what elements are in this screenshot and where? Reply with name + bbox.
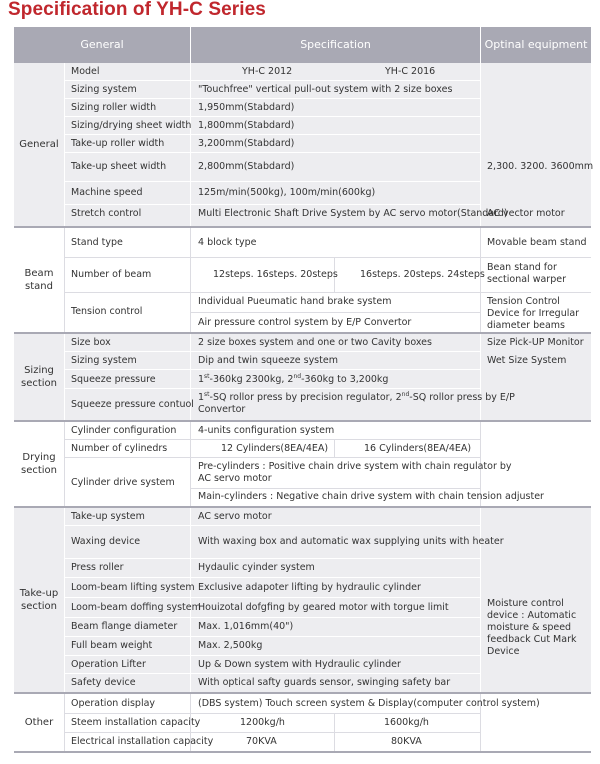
divider <box>190 63 191 226</box>
label-machine-speed: Machine speed <box>71 187 143 198</box>
divider <box>480 63 481 226</box>
divider <box>64 351 480 352</box>
label-operation-lifter: Operation Lifter <box>71 659 146 670</box>
group-label-other: Other <box>24 717 54 728</box>
divider <box>64 558 480 559</box>
label-number-of-beam: Number of beam <box>71 269 152 280</box>
spec-table <box>14 27 594 753</box>
divider <box>191 312 480 313</box>
divider <box>64 369 480 370</box>
value-full-beam-weight: Max. 2,500kg <box>198 640 263 651</box>
value-cylinder-drive-2: Main-cylinders : Negative chain drive system with chain tension adjuster <box>198 491 544 502</box>
page-title: Specification of YH-C Series <box>8 0 266 20</box>
divider <box>64 508 65 692</box>
divider <box>64 134 480 135</box>
label-beam-flange-diameter: Beam flange diameter <box>71 621 178 632</box>
value-steam-capacity-b: 1600kg/h <box>384 717 429 728</box>
table-header <box>14 27 591 63</box>
value-safety-device: With optical safty guards sensor, swinging safety bar <box>198 677 451 688</box>
optional-stretch-control: AC vector motor <box>487 208 565 219</box>
group-label-takeup: Take-up section <box>19 588 59 612</box>
value-tension-control-2: Air pressure control system by E/P Convertor <box>198 317 412 328</box>
divider <box>334 439 335 457</box>
label-stand-type: Stand type <box>71 237 123 248</box>
header-specification: Specification <box>300 38 371 51</box>
divider <box>64 116 480 117</box>
label-model: Model <box>71 66 100 77</box>
value-number-of-cylinders-b: 16 Cylinders(8EA/4EA) <box>364 443 472 454</box>
divider <box>64 63 65 226</box>
divider <box>64 713 480 714</box>
divider <box>64 673 480 674</box>
divider <box>64 388 480 389</box>
value-squeeze-pressure: 1st-360kg 2300kg, 2nd-360kg to 3,200kg <box>198 372 389 385</box>
optional-stand-type: Movable beam stand <box>487 237 587 248</box>
divider <box>64 98 480 99</box>
value-number-of-cylinders-a: 12 Cylinders(8EA/4EA) <box>221 443 329 454</box>
value-stand-type: 4 block type <box>198 237 257 248</box>
value-sheet-width: 1,800mm(Stabdard) <box>198 120 295 131</box>
value-cylinder-drive-1: Pre-cylinders : Positive chain drive system with chain regulator by AC servo motor <box>198 461 512 484</box>
divider <box>64 597 480 598</box>
label-cylinder-drive: Cylinder drive system <box>71 477 175 488</box>
label-steam-capacity: Steem installation capacity <box>71 717 201 728</box>
label-electrical-capacity: Electrical installation capacity <box>71 736 214 747</box>
label-loom-beam-lifting: Loom-beam lifting system <box>71 582 195 593</box>
divider <box>64 439 480 440</box>
divider <box>64 617 480 618</box>
header-general: General <box>80 38 124 51</box>
label-sizing-system: Sizing system <box>71 84 137 95</box>
label-cylinder-configuration: Cylinder configuration <box>71 425 177 436</box>
divider <box>190 508 191 692</box>
divider <box>64 636 480 637</box>
value-model-b: YH-C 2016 <box>385 66 436 77</box>
value-loom-beam-doffing: Houizotal dofgfing by geared motor with torgue limit <box>198 602 449 613</box>
divider <box>64 204 480 205</box>
value-stretch-control: Multi Electronic Shaft Drive System by AC servo motor(Standard) <box>198 208 508 219</box>
value-beam-flange-diameter: Max. 1,016mm(40") <box>198 621 294 632</box>
value-number-of-beam-a: 12steps. 16steps. 20steps <box>213 269 338 280</box>
group-label-sizing: Sizing section <box>20 365 57 389</box>
label-press-roller: Press roller <box>71 562 124 573</box>
label-waxing-device: Waxing device <box>71 536 141 547</box>
value-operation-lifter: Up & Down system with Hydraulic cylinder <box>198 659 401 670</box>
section-general <box>14 63 594 226</box>
label-stretch-control: Stretch control <box>71 208 142 219</box>
group-label-drying: Drying section <box>20 452 57 476</box>
divider <box>190 422 191 506</box>
label-tension-control: Tension control <box>71 306 143 317</box>
header-optional: Optinal equipment <box>484 38 588 51</box>
value-cylinder-configuration: 4-units configuration system <box>198 425 335 436</box>
section-drying <box>14 422 591 506</box>
optional-number-of-beam: Bean stand for sectional warper <box>487 262 566 285</box>
divider <box>190 228 191 332</box>
value-waxing-device: With waxing box and automatic wax supplying units with heater <box>198 536 504 547</box>
divider <box>191 488 480 489</box>
divider <box>64 457 480 458</box>
optional-takeup-sheet-width: 2,300. 3200. 3600mm <box>487 161 594 172</box>
optional-tension-control: Tension Control Device for Irregular diameter beams <box>487 296 580 331</box>
optional-takeup: Moisture control device : Automatic moisture & speed feedback Cut Mark Device <box>487 598 577 657</box>
value-takeup-roller-width: 3,200mm(Stabdard) <box>198 138 295 149</box>
section-beam-stand <box>14 228 591 332</box>
value-takeup-sheet-width: 2,800mm(Stabdard) <box>198 161 295 172</box>
value-model-a: YH-C 2012 <box>242 66 293 77</box>
divider <box>64 422 65 506</box>
label-takeup-system: Take-up system <box>71 511 145 522</box>
label-size-box: Size box <box>71 337 111 348</box>
group-label-beam-stand: Beam stand <box>24 268 54 292</box>
value-sizing-system: Dip and twin squeeze system <box>198 355 338 366</box>
label-sheet-width: Sizing/drying sheet width <box>71 120 192 131</box>
label-squeeze-contuol: Squeeze pressure contuol <box>71 399 194 410</box>
value-machine-speed: 125m/min(500kg), 100m/min(600kg) <box>198 187 376 198</box>
divider <box>64 334 65 420</box>
divider <box>64 152 480 153</box>
label-takeup-roller-width: Take-up roller width <box>71 138 165 149</box>
divider <box>64 732 480 733</box>
label-full-beam-weight: Full beam weight <box>71 640 153 651</box>
divider <box>64 694 65 751</box>
divider <box>64 80 480 81</box>
section-takeup <box>14 508 591 692</box>
section-other <box>14 694 591 751</box>
divider <box>64 292 591 293</box>
optional-size-box: Size Pick-UP Monitor <box>487 337 584 348</box>
value-sizing-roller-width: 1,950mm(Stabdard) <box>198 102 295 113</box>
value-squeeze-contuol: 1st-SQ rollor press by precision regulator, 2nd-SQ rollor press by E/P Convertor <box>198 390 515 415</box>
label-loom-beam-doffing: Loom-beam doffing system <box>71 602 201 613</box>
label-sizing-system: Sizing system <box>71 355 137 366</box>
label-operation-display: Operation display <box>71 698 156 709</box>
divider <box>64 577 480 578</box>
divider <box>64 228 65 332</box>
optional-sizing-system: Wet Size System <box>487 355 567 366</box>
section-divider <box>14 751 591 753</box>
divider <box>64 655 480 656</box>
value-tension-control-1: Individual Pueumatic hand brake system <box>198 296 392 307</box>
value-press-roller: Hydaulic cyinder system <box>198 562 315 573</box>
label-sizing-roller-width: Sizing roller width <box>71 102 157 113</box>
label-squeeze-pressure: Squeeze pressure <box>71 374 156 385</box>
section-sizing <box>14 334 591 420</box>
value-electrical-capacity-a: 70KVA <box>246 736 277 747</box>
value-takeup-system: AC servo motor <box>198 511 272 522</box>
label-takeup-sheet-width: Take-up sheet width <box>71 161 167 172</box>
divider <box>64 257 591 258</box>
label-safety-device: Safety device <box>71 677 136 688</box>
value-size-box: 2 size boxes system and one or two Cavity boxes <box>198 337 432 348</box>
value-steam-capacity-a: 1200kg/h <box>240 717 285 728</box>
value-operation-display: (DBS system) Touch screen system & Display(computer control system) <box>198 698 540 709</box>
label-number-of-cylinders: Number of cylinedrs <box>71 443 168 454</box>
value-electrical-capacity-b: 80KVA <box>391 736 422 747</box>
value-sizing-system: "Touchfree" vertical pull-out system with 2 size boxes <box>198 84 453 95</box>
divider <box>64 181 480 182</box>
divider <box>64 525 480 526</box>
group-label-general: General <box>19 139 59 150</box>
value-number-of-beam-b: 16steps. 20steps. 24steps <box>360 269 485 280</box>
value-loom-beam-lifting: Exclusive adapoter lifting by hydraulic cylinder <box>198 582 421 593</box>
